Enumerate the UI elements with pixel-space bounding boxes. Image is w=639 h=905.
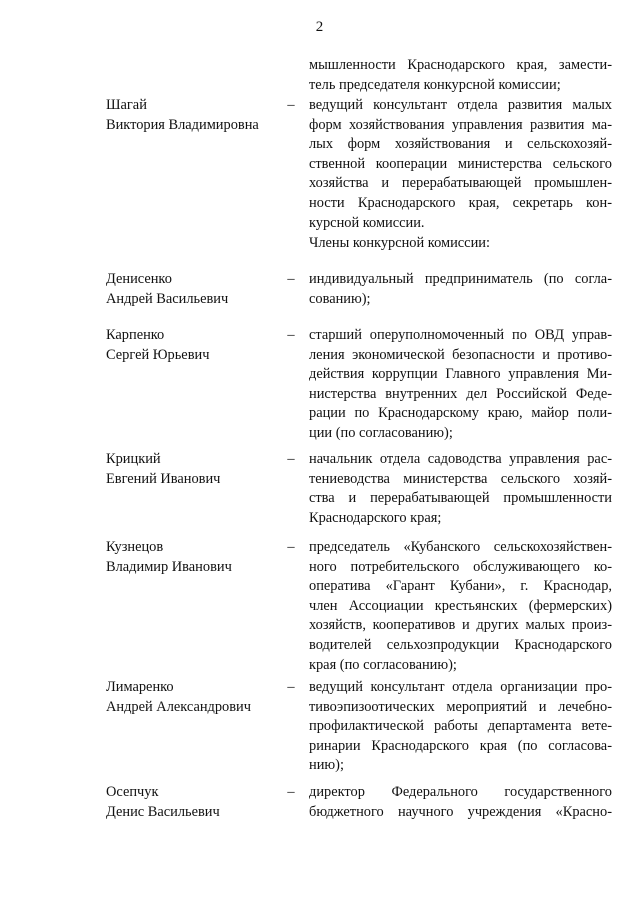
text-line: тель председателя конкурсной комиссии; xyxy=(309,76,561,93)
text-line: нию); xyxy=(309,757,344,774)
text-line: бюджетного научного учреждения «Красно- xyxy=(309,803,612,820)
member-description xyxy=(309,270,612,309)
member-surname: Карпенко xyxy=(106,327,165,343)
member-name xyxy=(106,538,281,577)
members-heading: Члены конкурсной комиссии: xyxy=(309,235,490,251)
member-name xyxy=(106,326,281,365)
text-line: форм хозяйствования управления развития ма- xyxy=(309,116,612,133)
page-number: 2 xyxy=(315,19,324,35)
member-surname: Крицкий xyxy=(106,451,161,467)
member-description xyxy=(309,450,612,528)
text-line: сованию); xyxy=(309,290,371,307)
continuation-text xyxy=(309,56,612,95)
member-given-name: Андрей Александрович xyxy=(106,698,251,715)
text-line: тениеводства министерства сельского хозяй- xyxy=(309,470,612,487)
dash-separator: – xyxy=(287,451,295,467)
member-given-name: Евгений Иванович xyxy=(106,470,221,487)
text-line: рации по Краснодарскому краю, майор поли- xyxy=(309,405,612,422)
member-name xyxy=(106,450,281,489)
text-line: курсной комиссии. xyxy=(309,214,425,231)
text-line: директор Федерального государственного xyxy=(309,784,612,800)
member-description xyxy=(309,96,612,233)
text-line: края (по согласованию); xyxy=(309,656,457,673)
text-line: ственной кооперации министерства сельского xyxy=(309,155,612,172)
dash-separator: – xyxy=(287,271,295,287)
text-line: мышленности Краснодарского края, замести- xyxy=(309,57,612,73)
member-surname: Денисенко xyxy=(106,271,172,287)
member-given-name: Сергей Юрьевич xyxy=(106,346,210,363)
member-description xyxy=(309,783,612,822)
member-name xyxy=(106,96,281,135)
text-line: ства и перерабатывающей промышленности xyxy=(309,490,612,507)
text-line: ринарии Краснодарского края (по согласова- xyxy=(309,737,612,754)
text-line: хозяйств, кооперативов и других малых произ- xyxy=(309,617,612,634)
text-line: хозяйства и перерабатывающей промышлен- xyxy=(309,175,612,192)
text-line: профилактической работы департамента вете- xyxy=(309,718,612,735)
text-line: ления экономической безопасности и противо- xyxy=(309,346,612,363)
member-given-name: Андрей Васильевич xyxy=(106,290,229,307)
member-surname: Кузнецов xyxy=(106,539,164,555)
text-line: председатель «Кубанского сельскохозяйствен- xyxy=(309,539,612,555)
dash-separator: – xyxy=(287,679,295,695)
member-name xyxy=(106,783,281,822)
text-line: нистерства внутренних дел Российской Феде- xyxy=(309,385,612,402)
dash-separator: – xyxy=(287,327,295,343)
member-description xyxy=(309,678,612,776)
text-line: ции (по согласованию); xyxy=(309,424,453,441)
dash-separator: – xyxy=(287,784,295,800)
text-line: действия коррупции Главного управления Ми- xyxy=(309,366,612,383)
dash-separator: – xyxy=(287,97,295,113)
text-line: ного потребительского обслуживающего ко- xyxy=(309,558,612,575)
text-line: водителей сельхозпродукции Краснодарского xyxy=(309,636,612,653)
member-given-name: Владимир Иванович xyxy=(106,558,232,575)
member-name xyxy=(106,678,281,717)
text-line: лых форм хозяйствования и сельскохозяй- xyxy=(309,136,612,153)
text-line: тивоэпизоотических мероприятий и лечебно- xyxy=(309,698,612,715)
member-description xyxy=(309,326,612,444)
text-line: ведущий консультант отдела развития малых xyxy=(309,97,612,113)
text-line: оператива «Гарант Кубани», г. Краснодар, xyxy=(309,578,612,595)
member-given-name: Денис Васильевич xyxy=(106,803,220,820)
member-surname: Осепчук xyxy=(106,784,159,800)
text-line: ности Краснодарского края, секретарь кон- xyxy=(309,194,612,211)
member-description xyxy=(309,538,612,675)
text-line: ведущий консультант отдела организации про- xyxy=(309,679,612,695)
dash-separator: – xyxy=(287,539,295,555)
member-name xyxy=(106,270,281,309)
text-line: Краснодарского края; xyxy=(309,509,442,526)
text-line: начальник отдела садоводства управления рас- xyxy=(309,451,612,467)
member-surname: Шагай xyxy=(106,97,147,113)
text-line: член Ассоциации крестьянских (фермерских) xyxy=(309,597,612,614)
text-line: старший оперуполномоченный по ОВД управ- xyxy=(309,327,612,343)
member-surname: Лимаренко xyxy=(106,679,174,695)
text-line: индивидуальный предприниматель (по согла- xyxy=(309,271,612,287)
member-given-name: Виктория Владимировна xyxy=(106,116,259,133)
